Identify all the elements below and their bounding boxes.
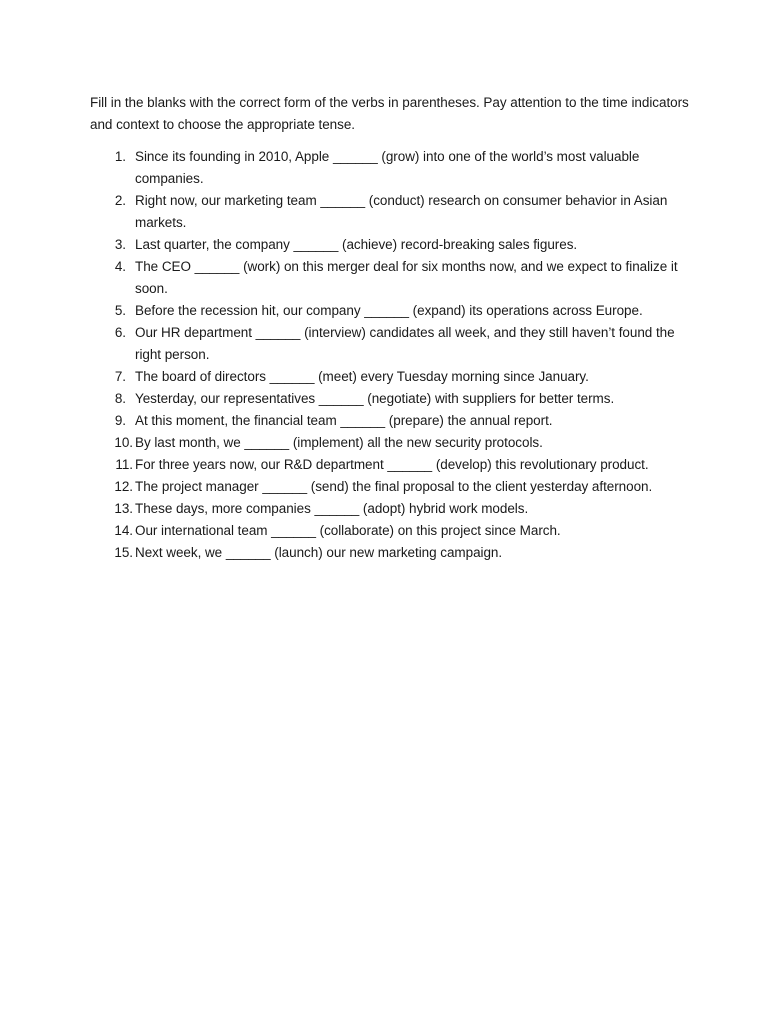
- list-item: [90, 322, 690, 366]
- item-text: Before the recession hit, our company ______ (expand) its operations across Europe.: [135, 303, 643, 318]
- item-text: By last month, we ______ (implement) all the new security protocols.: [135, 435, 543, 450]
- item-text: The project manager ______ (send) the final proposal to the client yesterday afternoon.: [135, 479, 653, 494]
- item-text: Next week, we ______ (launch) our new marketing campaign.: [135, 545, 503, 560]
- item-number: 10.: [114, 435, 133, 450]
- list-item: [90, 410, 690, 432]
- item-number: 1.: [114, 149, 126, 164]
- item-text: Last quarter, the company ______ (achieve) record-breaking sales figures.: [135, 237, 578, 252]
- list-item: [90, 190, 690, 234]
- item-number: 5.: [114, 303, 126, 318]
- item-text: Our HR department ______ (interview) candidates all week, and they still haven’t found the right person.: [135, 325, 675, 362]
- item-number: 2.: [114, 193, 126, 208]
- list-item: [90, 454, 690, 476]
- list-item: [90, 432, 690, 454]
- exercise-list: [90, 146, 690, 564]
- document-body: [90, 92, 690, 564]
- instructions-paragraph: Fill in the blanks with the correct form of the verbs in parentheses. Pay attention to the time indicators and context to choose the appropriate tense.: [90, 95, 689, 132]
- item-number: 4.: [114, 259, 126, 274]
- item-text: The CEO ______ (work) on this merger deal for six months now, and we expect to finalize it soon.: [135, 259, 678, 296]
- item-text: For three years now, our R&D department ______ (develop) this revolutionary product.: [135, 457, 649, 472]
- item-number: 6.: [114, 325, 126, 340]
- item-number: 8.: [114, 391, 126, 406]
- item-number: 11.: [115, 457, 133, 472]
- item-text: These days, more companies ______ (adopt) hybrid work models.: [135, 501, 529, 516]
- item-text: Right now, our marketing team ______ (conduct) research on consumer behavior in Asian markets.: [135, 193, 668, 230]
- list-item: [90, 476, 690, 498]
- list-item: [90, 234, 690, 256]
- list-item: [90, 498, 690, 520]
- list-item: [90, 146, 690, 190]
- item-text: At this moment, the financial team ______ (prepare) the annual report.: [135, 413, 553, 428]
- item-number: 3.: [114, 237, 126, 252]
- item-number: 13.: [114, 501, 133, 516]
- item-number: 7.: [114, 369, 126, 384]
- list-item: [90, 542, 690, 564]
- list-item: [90, 256, 690, 300]
- item-text: Our international team ______ (collaborate) on this project since March.: [135, 523, 561, 538]
- item-number: 15.: [114, 545, 133, 560]
- item-number: 9.: [114, 413, 126, 428]
- item-text: Yesterday, our representatives ______ (negotiate) with suppliers for better terms.: [135, 391, 615, 406]
- item-number: 12.: [114, 479, 133, 494]
- item-number: 14.: [114, 523, 133, 538]
- list-item: [90, 300, 690, 322]
- list-item: [90, 520, 690, 542]
- item-text: Since its founding in 2010, Apple ______ (grow) into one of the world’s most valuable companies.: [135, 149, 640, 186]
- list-item: [90, 366, 690, 388]
- list-item: [90, 388, 690, 410]
- item-text: The board of directors ______ (meet) every Tuesday morning since January.: [135, 369, 589, 384]
